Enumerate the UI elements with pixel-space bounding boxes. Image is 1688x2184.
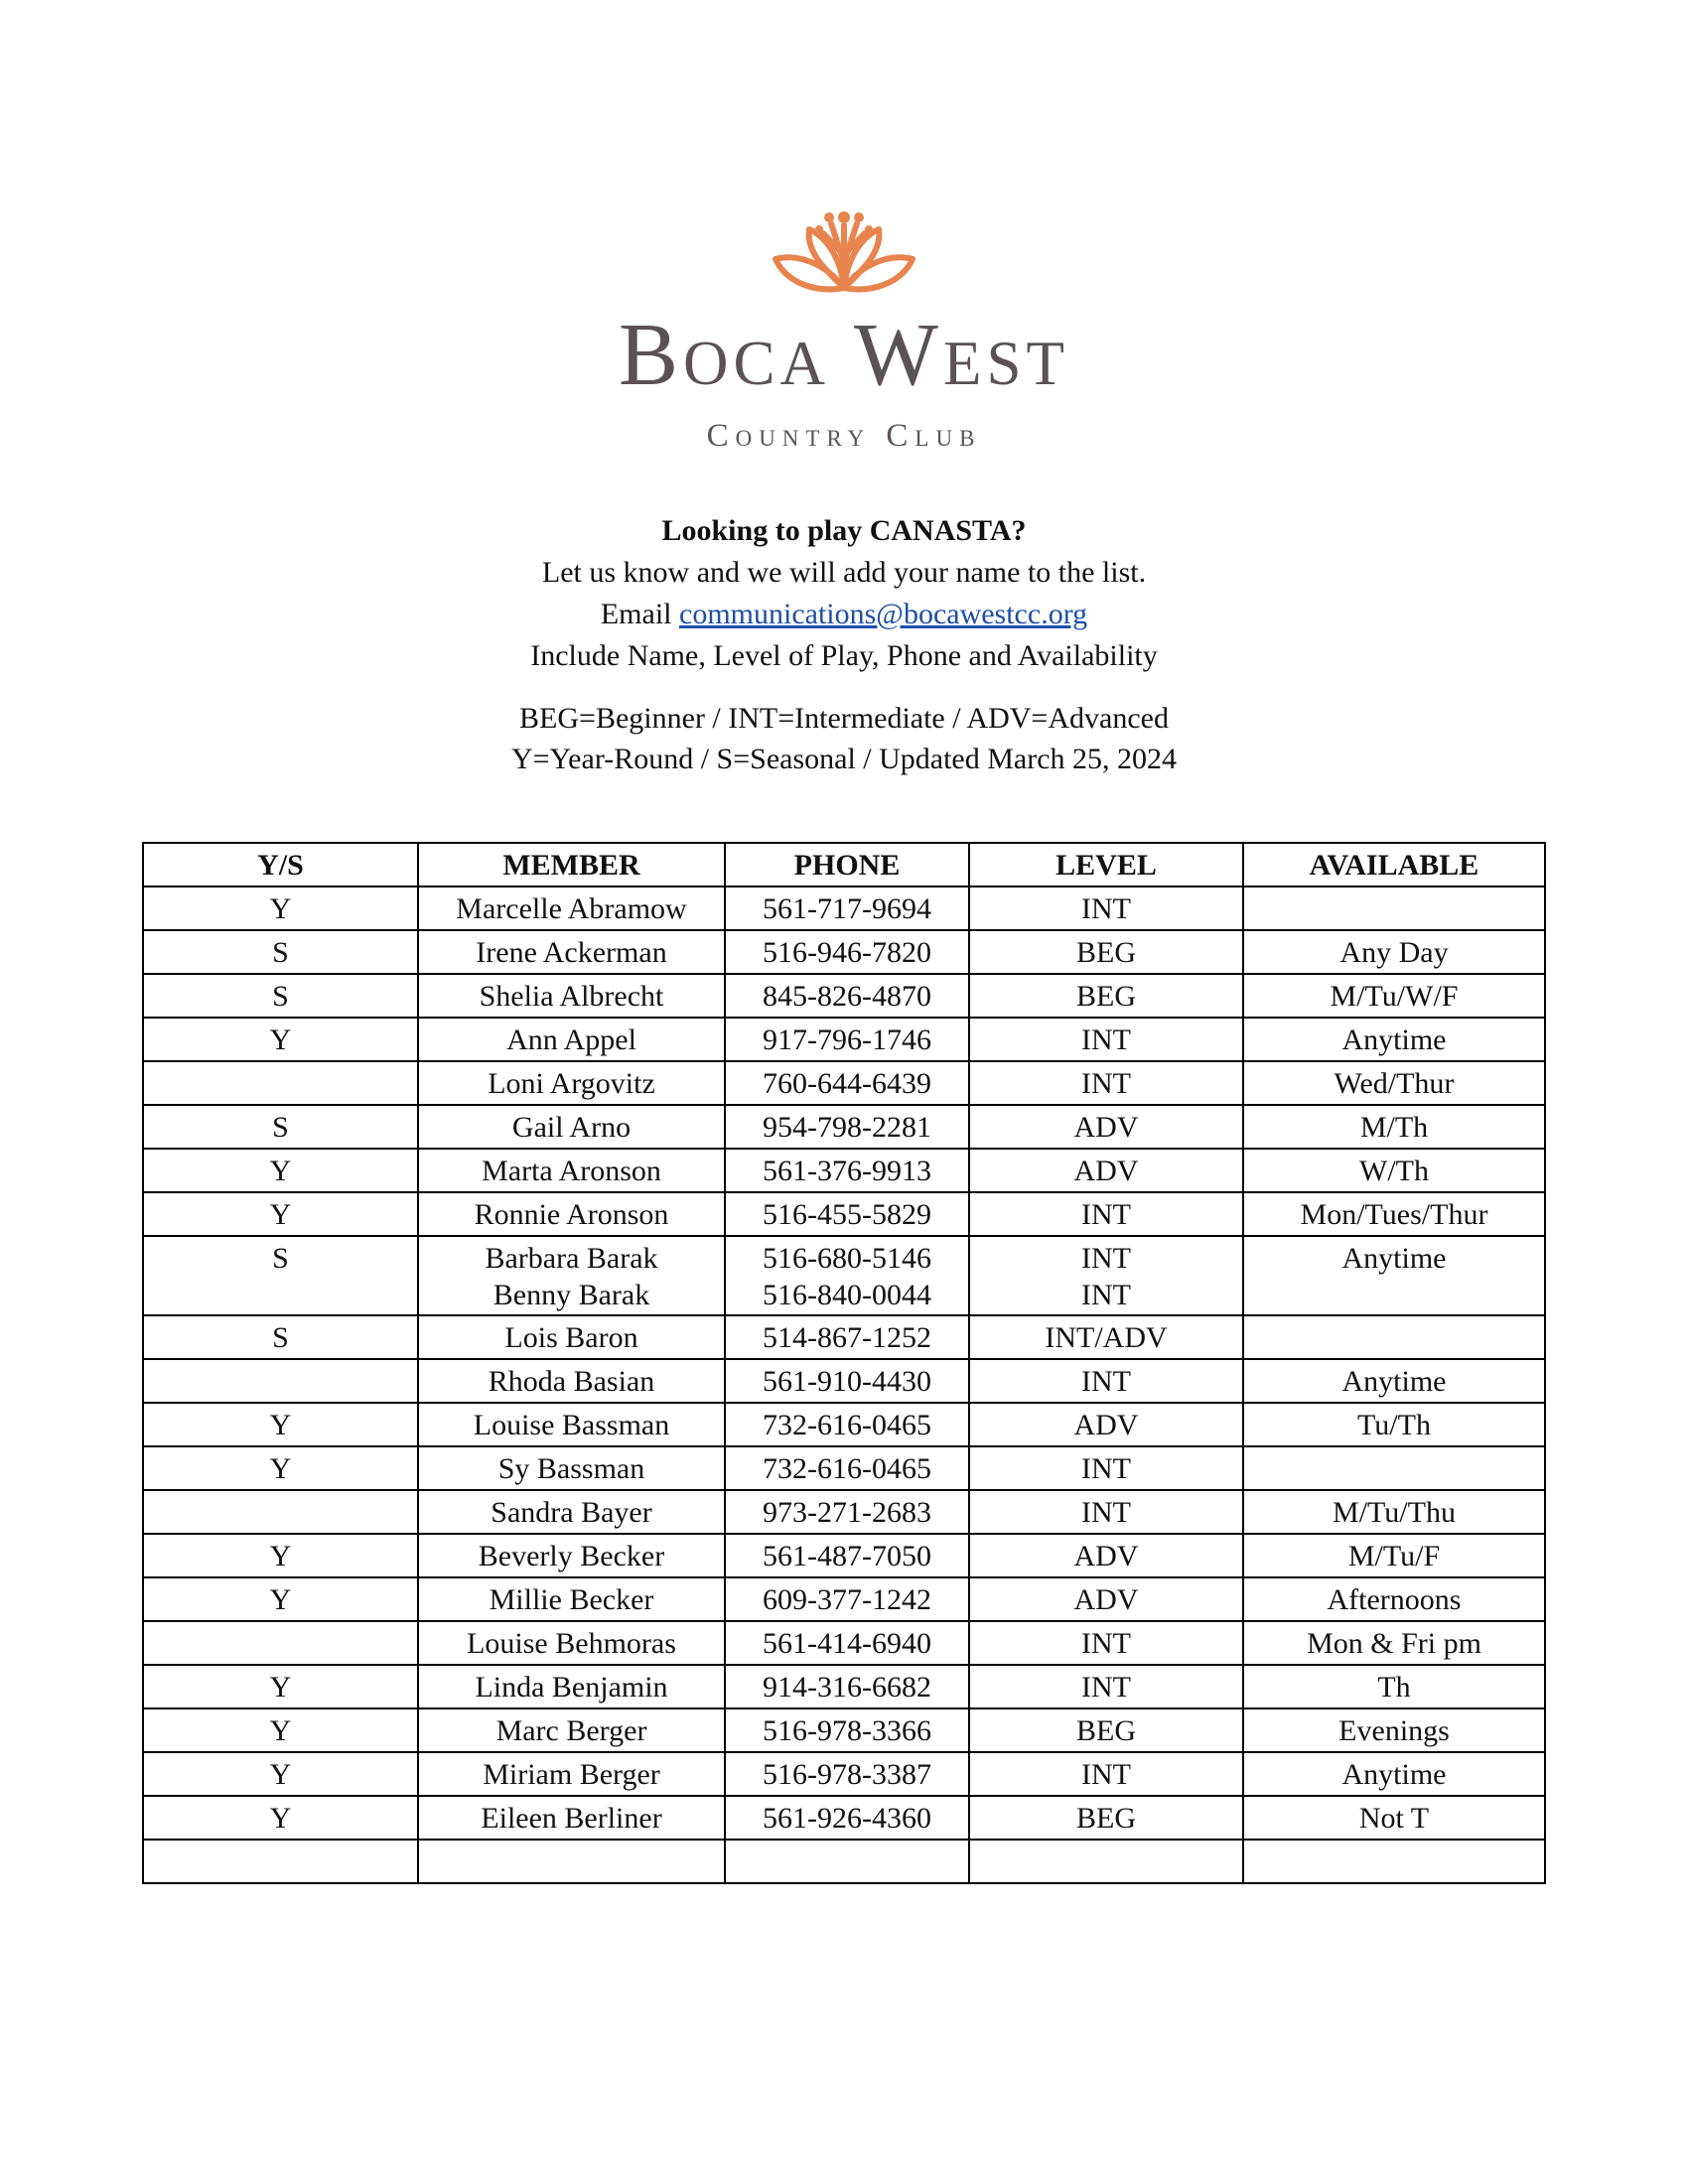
cell-level — [969, 1577, 1243, 1621]
intro-block — [0, 510, 1688, 677]
table-row — [143, 1236, 1545, 1315]
cell-member — [418, 1577, 725, 1621]
cell-phone-line: 561-376-9913 — [763, 1155, 931, 1187]
table-row — [143, 1446, 1545, 1490]
cell-phone — [725, 1236, 969, 1315]
cell-member-line: Irene Ackerman — [476, 936, 667, 969]
hibiscus-flower-icon — [770, 194, 918, 303]
cell-member-line: Marc Berger — [495, 1714, 647, 1747]
cell-member-line: Gail Arno — [511, 1111, 632, 1144]
cell-ys: S — [143, 1105, 418, 1149]
cell-level-line: INT/ADV — [1045, 1321, 1168, 1354]
cell-phone — [725, 1061, 969, 1105]
table-row — [143, 1577, 1545, 1621]
cell-available: Th — [1243, 1665, 1545, 1708]
cell-level-line: ADV — [1073, 1155, 1139, 1187]
cell-ys: Y — [143, 1708, 418, 1752]
table-row — [143, 1359, 1545, 1403]
table-row — [143, 1149, 1545, 1192]
cell-phone — [725, 1149, 969, 1192]
cell-phone-line: 516-978-3387 — [763, 1758, 931, 1791]
cell-ys: Y — [143, 1018, 418, 1061]
level-legend: BEG=Beginner / INT=Intermediate / ADV=Advanced — [519, 702, 1169, 735]
cell-available: M/Tu/W/F — [1243, 974, 1545, 1018]
cell-ys: Y — [143, 1446, 418, 1490]
cell-phone — [725, 1192, 969, 1236]
table-row — [143, 1018, 1545, 1061]
cell-level-line: INT — [1081, 1024, 1131, 1056]
table-row — [143, 974, 1545, 1018]
cell-ys: Y — [143, 1403, 418, 1446]
cell-available: Anytime — [1243, 1018, 1545, 1061]
cell-phone — [725, 1105, 969, 1149]
cell-available: Not T — [1243, 1796, 1545, 1840]
cell-phone-line: 561-414-6940 — [763, 1627, 931, 1660]
cell-level-line: ADV — [1073, 1111, 1139, 1144]
cell-ys: Y — [143, 1796, 418, 1840]
club-name — [0, 306, 1688, 404]
cell-ys: S — [143, 930, 418, 974]
cell-phone — [725, 1018, 969, 1061]
cell-member-line: Rhoda Basian — [488, 1365, 655, 1398]
members-table-body — [143, 887, 1545, 1883]
cell-member — [418, 1192, 725, 1236]
cell-member-line: Lois Baron — [504, 1321, 638, 1354]
cell-ys — [143, 1621, 418, 1665]
cell-member-line: Louise Bassman — [473, 1409, 670, 1441]
cell-phone — [725, 1403, 969, 1446]
cell-level — [969, 1192, 1243, 1236]
cell-phone — [725, 887, 969, 930]
cell-phone — [725, 1577, 969, 1621]
table-row — [143, 1315, 1545, 1359]
cell-member — [418, 1018, 725, 1061]
status-legend: Y=Year-Round / S=Seasonal / Updated March 25, 2024 — [510, 743, 1178, 775]
cell-member — [418, 1105, 725, 1149]
cell-phone-line: 514-867-1252 — [763, 1321, 931, 1354]
cell-ys: Y — [143, 1534, 418, 1577]
cell-ys: Y — [143, 1192, 418, 1236]
cell-phone-line: 954-798-2281 — [763, 1111, 931, 1144]
cell-level — [969, 1149, 1243, 1192]
cell-ys — [143, 1840, 418, 1883]
cell-member-line: Eileen Berliner — [481, 1802, 662, 1835]
cell-member — [418, 1534, 725, 1577]
cell-member-line: Loni Argovitz — [488, 1067, 655, 1100]
cell-available: M/Tu/F — [1243, 1534, 1545, 1577]
cell-ys: Y — [143, 1752, 418, 1796]
cell-level — [969, 1018, 1243, 1061]
club-logo — [0, 194, 1688, 453]
cell-phone-line: 845-826-4870 — [763, 980, 931, 1013]
cell-phone — [725, 1796, 969, 1840]
cell-level-line: INT — [1081, 1627, 1131, 1660]
cell-phone — [725, 1315, 969, 1359]
cell-ys — [143, 1061, 418, 1105]
cell-level — [969, 1403, 1243, 1446]
table-row — [143, 1621, 1545, 1665]
table-row — [143, 1061, 1545, 1105]
cell-phone — [725, 1446, 969, 1490]
cell-available: Tu/Th — [1243, 1403, 1545, 1446]
cell-phone — [725, 1621, 969, 1665]
cell-member — [418, 1752, 725, 1796]
cell-level — [969, 1621, 1243, 1665]
cell-member — [418, 1149, 725, 1192]
cell-level — [969, 1665, 1243, 1708]
table-row — [143, 1796, 1545, 1840]
cell-ys: S — [143, 974, 418, 1018]
club-name-first: Boca — [619, 306, 831, 404]
cell-available — [1243, 887, 1545, 930]
cell-member-line: Marcelle Abramow — [456, 892, 687, 925]
cell-ys: Y — [143, 1577, 418, 1621]
cell-level — [969, 1840, 1243, 1883]
cell-level-line: INT — [1081, 892, 1131, 925]
cell-available: M/Th — [1243, 1105, 1545, 1149]
cell-phone — [725, 1708, 969, 1752]
cell-member — [418, 974, 725, 1018]
cell-level — [969, 1315, 1243, 1359]
cell-phone-line: 609-377-1242 — [763, 1583, 931, 1616]
email-link[interactable]: communications@bocawestcc.org — [679, 598, 1088, 630]
club-subtitle: Country Club — [706, 418, 982, 454]
cell-level — [969, 1446, 1243, 1490]
cell-member-line: Ronnie Aronson — [474, 1198, 669, 1231]
cell-member — [418, 1359, 725, 1403]
cell-phone-line: 561-910-4430 — [763, 1365, 931, 1398]
cell-level-line: BEG — [1076, 1802, 1136, 1835]
cell-member-line: Ann Appel — [506, 1024, 636, 1056]
cell-member — [418, 1708, 725, 1752]
cell-phone — [725, 1840, 969, 1883]
cell-member-line: Louise Behmoras — [467, 1627, 676, 1660]
members-table — [142, 842, 1546, 1884]
cell-ys: S — [143, 1236, 418, 1315]
cell-level — [969, 1061, 1243, 1105]
cell-available: W/Th — [1243, 1149, 1545, 1192]
cell-level — [969, 1534, 1243, 1577]
cell-phone-line: 516-455-5829 — [763, 1198, 931, 1231]
club-name-second: West — [854, 306, 1069, 404]
cell-phone-line: 914-316-6682 — [763, 1671, 931, 1704]
cell-ys: S — [143, 1315, 418, 1359]
cell-phone-line: 516-680-5146 — [763, 1242, 931, 1275]
cell-member — [418, 1840, 725, 1883]
cell-level-line: INT — [1081, 1067, 1131, 1100]
cell-phone-line: 973-271-2683 — [763, 1496, 931, 1529]
header-level: LEVEL — [969, 843, 1243, 887]
intro-line: Let us know and we will add your name to the list. — [541, 556, 1147, 589]
cell-member-line: Shelia Albrecht — [479, 980, 664, 1013]
table-row — [143, 1490, 1545, 1534]
cell-level-line: INT — [1081, 1279, 1131, 1311]
cell-phone-line: 732-616-0465 — [763, 1452, 931, 1485]
cell-phone-line: 516-840-0044 — [763, 1279, 931, 1311]
cell-level-line: INT — [1081, 1452, 1131, 1485]
cell-ys — [143, 1490, 418, 1534]
cell-level-line: INT — [1081, 1496, 1131, 1529]
cell-ys: Y — [143, 887, 418, 930]
cell-available: Anytime — [1243, 1752, 1545, 1796]
cell-member-line: Linda Benjamin — [475, 1671, 668, 1704]
cell-phone — [725, 1534, 969, 1577]
include-line: Include Name, Level of Play, Phone and Availability — [530, 639, 1158, 672]
table-header-row — [143, 843, 1545, 887]
cell-member-line: Miriam Berger — [483, 1758, 660, 1791]
email-prefix: Email — [600, 598, 680, 630]
cell-level — [969, 1490, 1243, 1534]
cell-phone-line: 760-644-6439 — [763, 1067, 931, 1100]
cell-phone-line: 732-616-0465 — [763, 1409, 931, 1441]
cell-member — [418, 887, 725, 930]
header-ys: Y/S — [143, 843, 418, 887]
cell-level-line: INT — [1081, 1365, 1131, 1398]
cell-level-line: ADV — [1073, 1540, 1139, 1572]
cell-member-line: Benny Barak — [492, 1279, 650, 1311]
cell-available: M/Tu/Thu — [1243, 1490, 1545, 1534]
cell-available: Anytime — [1243, 1359, 1545, 1403]
cell-member-line: Sandra Bayer — [491, 1496, 652, 1529]
cell-level — [969, 1359, 1243, 1403]
cell-phone — [725, 1752, 969, 1796]
cell-member — [418, 1490, 725, 1534]
cell-level — [969, 974, 1243, 1018]
cell-phone-line: 561-487-7050 — [763, 1540, 931, 1572]
cell-level-line: INT — [1081, 1198, 1131, 1231]
table-row — [143, 887, 1545, 930]
cell-available: Wed/Thur — [1243, 1061, 1545, 1105]
cell-available — [1243, 1840, 1545, 1883]
table-row — [143, 930, 1545, 974]
cell-member — [418, 1665, 725, 1708]
header-phone: PHONE — [725, 843, 969, 887]
cell-member — [418, 1621, 725, 1665]
cell-available — [1243, 1315, 1545, 1359]
header-member: MEMBER — [418, 843, 725, 887]
cell-phone — [725, 974, 969, 1018]
cell-phone — [725, 1665, 969, 1708]
cell-member — [418, 1446, 725, 1490]
cell-level — [969, 1708, 1243, 1752]
cell-ys: Y — [143, 1149, 418, 1192]
cell-member-line: Sy Bassman — [497, 1452, 645, 1485]
page-title: Looking to play CANASTA? — [661, 514, 1027, 547]
cell-level — [969, 930, 1243, 974]
cell-available: Mon/Tues/Thur — [1243, 1192, 1545, 1236]
legend-block — [0, 698, 1688, 779]
cell-ys: Y — [143, 1665, 418, 1708]
cell-level — [969, 1796, 1243, 1840]
table-row — [143, 1840, 1545, 1883]
cell-member-line: Beverly Becker — [478, 1540, 665, 1572]
cell-member — [418, 1236, 725, 1315]
email-line — [0, 594, 1688, 635]
cell-member-line: Marta Aronson — [482, 1155, 661, 1187]
cell-available: Any Day — [1243, 930, 1545, 974]
cell-phone — [725, 1490, 969, 1534]
cell-member-line: Millie Becker — [489, 1583, 654, 1616]
cell-level — [969, 887, 1243, 930]
cell-phone-line: 561-926-4360 — [763, 1802, 931, 1835]
cell-member — [418, 930, 725, 974]
cell-level — [969, 1105, 1243, 1149]
cell-member — [418, 1061, 725, 1105]
table-row — [143, 1105, 1545, 1149]
cell-member — [418, 1796, 725, 1840]
cell-level-line: BEG — [1076, 1714, 1136, 1747]
table-row — [143, 1192, 1545, 1236]
cell-level-line: BEG — [1076, 936, 1136, 969]
cell-level-line: INT — [1081, 1242, 1131, 1275]
table-row — [143, 1534, 1545, 1577]
cell-phone — [725, 1359, 969, 1403]
cell-phone-line: 516-946-7820 — [763, 936, 931, 969]
cell-phone-line: 917-796-1746 — [763, 1024, 931, 1056]
cell-available: Mon & Fri pm — [1243, 1621, 1545, 1665]
cell-level — [969, 1752, 1243, 1796]
cell-phone — [725, 930, 969, 974]
header-available: AVAILABLE — [1243, 843, 1545, 887]
cell-ys — [143, 1359, 418, 1403]
table-row — [143, 1752, 1545, 1796]
cell-available — [1243, 1446, 1545, 1490]
cell-available: Anytime — [1243, 1236, 1545, 1315]
cell-phone-line: 516-978-3366 — [763, 1714, 931, 1747]
cell-level-line: BEG — [1076, 980, 1136, 1013]
cell-level-line: ADV — [1073, 1409, 1139, 1441]
table-row — [143, 1665, 1545, 1708]
cell-member — [418, 1403, 725, 1446]
cell-level-line: INT — [1081, 1671, 1131, 1704]
cell-member — [418, 1315, 725, 1359]
cell-level-line: INT — [1081, 1758, 1131, 1791]
cell-member-line: Barbara Barak — [485, 1242, 658, 1275]
cell-level — [969, 1236, 1243, 1315]
cell-available: Afternoons — [1243, 1577, 1545, 1621]
cell-level-line: ADV — [1073, 1583, 1139, 1616]
table-row — [143, 1708, 1545, 1752]
cell-available: Evenings — [1243, 1708, 1545, 1752]
cell-phone-line: 561-717-9694 — [763, 892, 931, 925]
table-row — [143, 1403, 1545, 1446]
